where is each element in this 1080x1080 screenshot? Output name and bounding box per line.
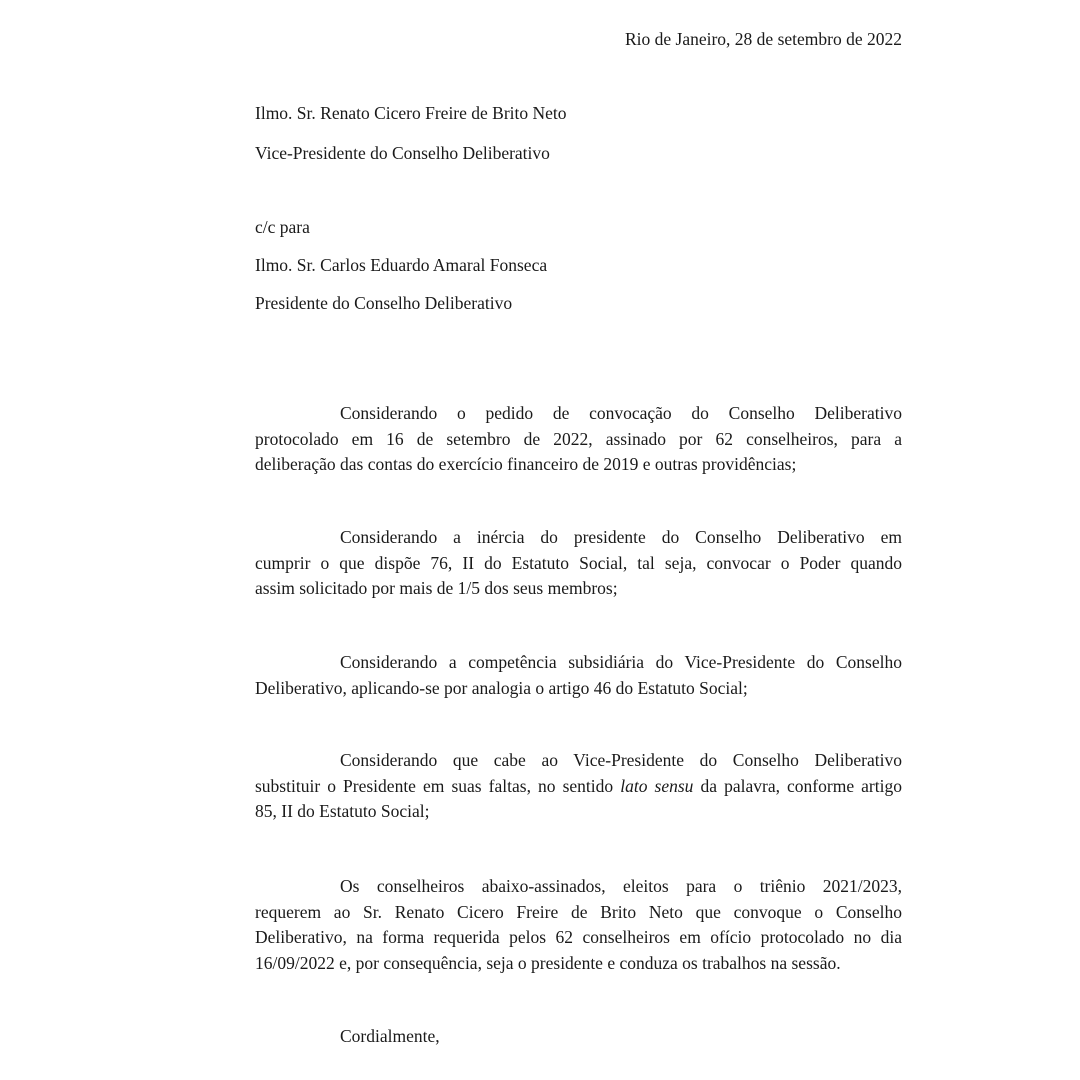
paragraph-line: Deliberativo, na forma requerida pelos 62 conselheiros em ofício protocolado no dia <box>255 927 902 947</box>
recipient-title: Vice-Presidente do Conselho Deliberativo <box>255 143 550 163</box>
paragraph-line: Considerando o pedido de convocação do Conselho Deliberativo <box>340 403 902 423</box>
paragraph-line: requerem ao Sr. Renato Cicero Freire de Brito Neto que convoque o Conselho <box>255 901 902 922</box>
paragraph-5 <box>255 874 902 976</box>
cc-label: c/c para <box>255 217 310 237</box>
paragraph-line: Considerando a competência subsidiária do Vice-Presidente do Conselho <box>340 652 902 672</box>
paragraph-3 <box>255 650 902 701</box>
paragraph-line: deliberação das contas do exercício financeiro de 2019 e outras providências; <box>255 454 797 474</box>
date-line: Rio de Janeiro, 28 de setembro de 2022 <box>624 29 902 49</box>
paragraph-line <box>255 774 902 800</box>
closing-line: Cordialmente, <box>340 1026 440 1046</box>
paragraph-line: Deliberativo, aplicando-se por analogia o artigo 46 do Estatuto Social; <box>255 677 748 698</box>
cc-title: Presidente do Conselho Deliberativo <box>255 293 513 313</box>
line-segment: substituir o Presidente em suas faltas, no sentido <box>255 775 614 796</box>
italic-term: lato sensu <box>620 775 694 796</box>
paragraph-line: protocolado em 16 de setembro de 2022, assinado por 62 conselheiros, para a <box>255 428 902 449</box>
paragraph-2 <box>255 525 902 602</box>
line-segment: da palavra, conforme artigo <box>700 775 902 796</box>
cc-name: Ilmo. Sr. Carlos Eduardo Amaral Fonseca <box>255 255 548 275</box>
paragraph-line: 16/09/2022 e, por consequência, seja o presidente e conduza os trabalhos na sessão. <box>255 952 841 973</box>
paragraph-line: Considerando a inércia do presidente do Conselho Deliberativo em <box>340 527 902 547</box>
paragraph-line: 85, II do Estatuto Social; <box>255 801 430 821</box>
paragraph-line: Considerando que cabe ao Vice-Presidente do Conselho Deliberativo <box>340 750 902 770</box>
recipient-name: Ilmo. Sr. Renato Cicero Freire de Brito Neto <box>255 103 567 123</box>
paragraph-line: cumprir o que dispõe 76, II do Estatuto Social, tal seja, convocar o Poder quando <box>255 552 902 573</box>
paragraph-line: assim solicitado por mais de 1/5 dos seus membros; <box>255 578 618 598</box>
paragraph-4 <box>255 748 902 825</box>
paragraph-line: Os conselheiros abaixo-assinados, eleitos para o triênio 2021/2023, <box>340 876 902 896</box>
paragraph-1 <box>255 401 902 478</box>
